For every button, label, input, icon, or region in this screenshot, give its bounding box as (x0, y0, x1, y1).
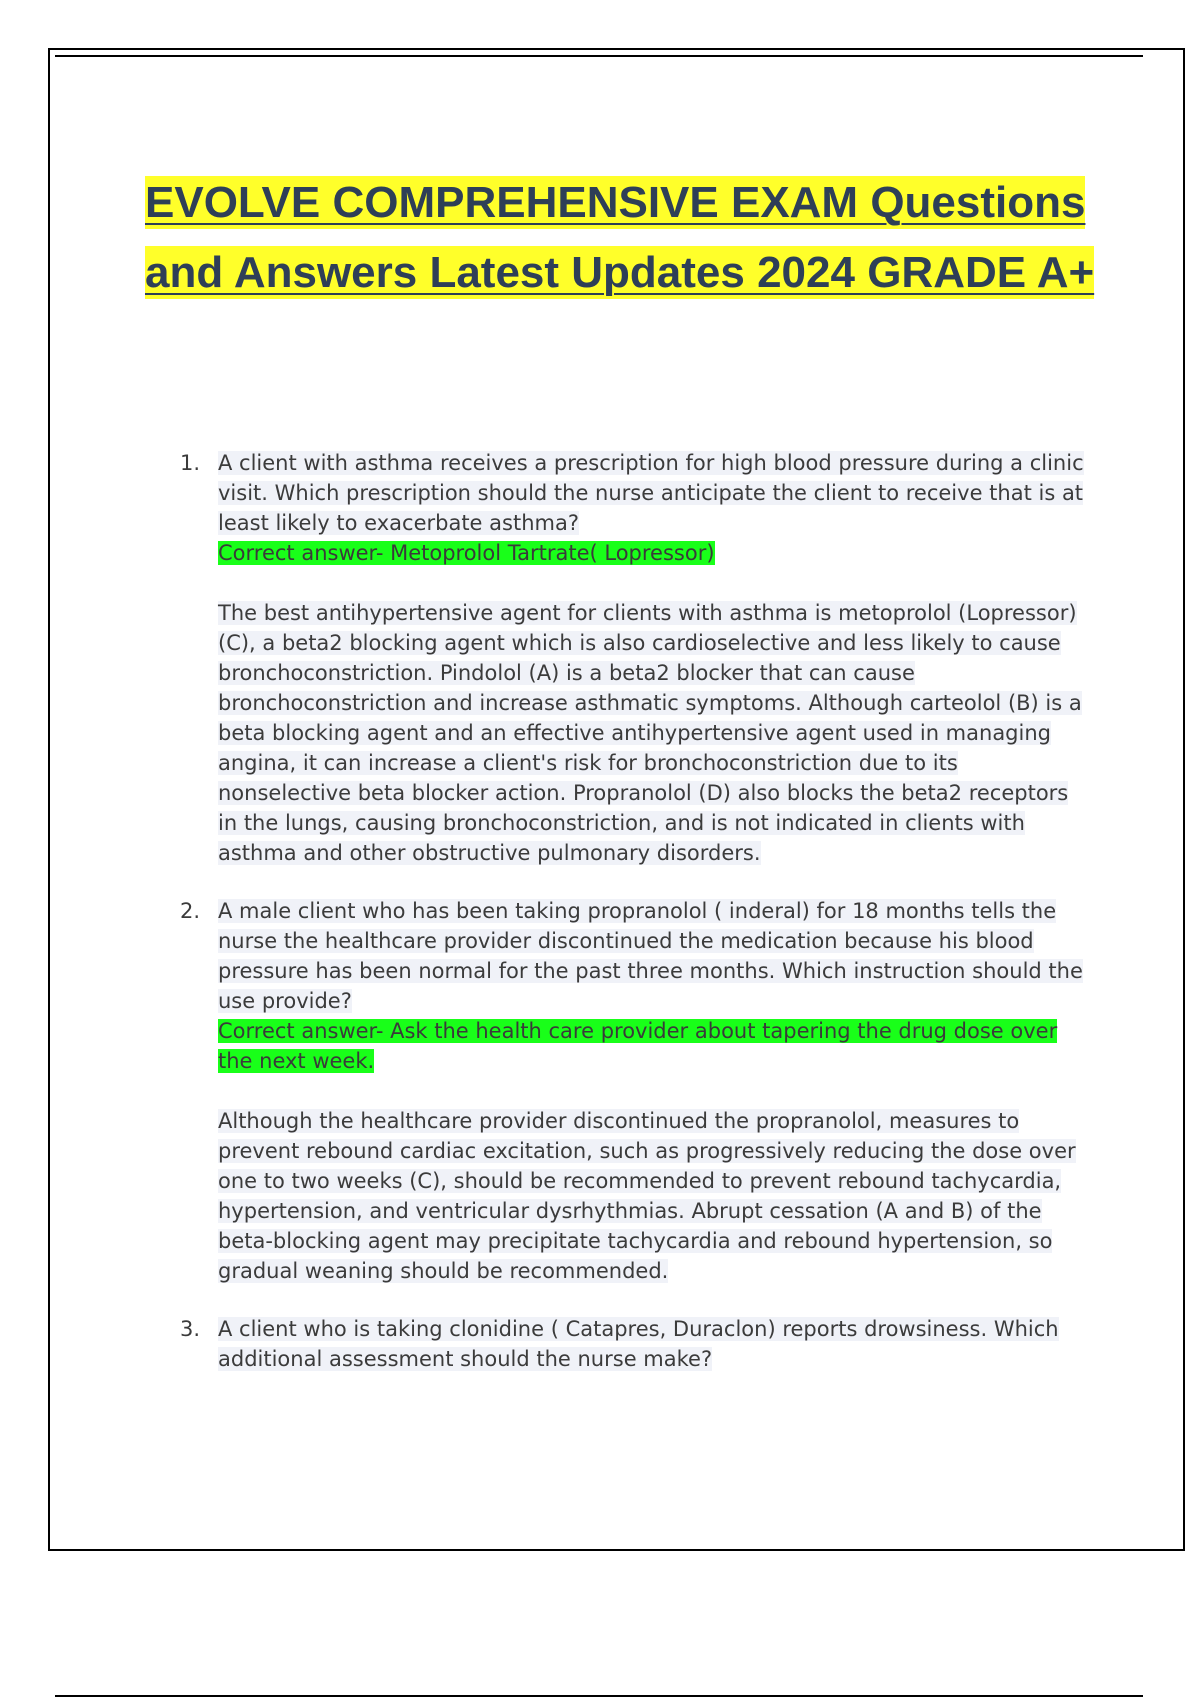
correct-answer (218, 538, 1090, 568)
correct-answer-text: Correct answer- Ask the health care provider about tapering the drug dose over the next week. (218, 1019, 1058, 1073)
document-title-text: EVOLVE COMPREHENSIVE EXAM Questions and Answers Latest Updates 2024 GRADE A+ (145, 178, 1095, 297)
question-text (218, 896, 1090, 1016)
top-rule (55, 55, 1143, 57)
question-list (170, 448, 1090, 1402)
correct-answer-text: Correct answer- Metoprolol Tartrate( Lopressor) (218, 541, 715, 565)
question-text (218, 448, 1090, 538)
question-item (170, 1314, 1090, 1374)
question-text-content: A male client who has been taking propranolol ( inderal) for 18 months tells the nurse the healthcare provider discontinued the medication because his blood pressure has been normal for the past three months. Which instruction should the use provide? (218, 899, 1083, 1013)
question-item (170, 448, 1090, 868)
question-number: 3. (180, 1317, 201, 1341)
question-text (218, 1314, 1090, 1374)
question-item (170, 896, 1090, 1286)
question-text-content: A client who is taking clonidine ( Catapres, Duraclon) reports drowsiness. Which additional assessment should the nurse make? (218, 1317, 1059, 1371)
question-number: 1. (180, 451, 201, 475)
answer-explanation (218, 1106, 1090, 1286)
answer-explanation-text: Although the healthcare provider discontinued the propranolol, measures to prevent rebound cardiac excitation, such as progressively reducing the dose over one to two weeks (C), should be recommended to prevent rebound tachycardia, hypertension, and ventricular dysrhythmias. Abrupt cessation (A and B) of the beta-blocking agent may precipitate tachycardia and rebound hypertension, so gradual weaning should be recommended. (218, 1109, 1076, 1283)
question-text-content: A client with asthma receives a prescription for high blood pressure during a clinic visit. Which prescription should the nurse anticipate the client to receive that is at least likely to exacerbate asthma? (218, 451, 1084, 535)
question-number: 2. (180, 899, 201, 923)
document-title (145, 168, 1095, 308)
answer-explanation-text: The best antihypertensive agent for clients with asthma is metoprolol (Lopressor) (C), a beta2 blocking agent which is also cardioselective and less likely to cause bronchoconstriction. Pindolol (A) is a beta2 blocker that can cause bronchoconstriction and increase asthmatic symptoms. Although carteolol (B) is a beta blocking agent and an effective antihypertensive agent used in managing angina, it can increase a client's risk for bronchoconstriction due to its nonselective beta blocker action. Propranolol (D) also blocks the beta2 receptors in the lungs, causing bronchoconstriction, and is not indicated in clients with asthma and other obstructive pulmonary disorders. (218, 601, 1082, 865)
bottom-rule (55, 1695, 1143, 1697)
correct-answer (218, 1016, 1090, 1076)
answer-explanation (218, 598, 1090, 868)
